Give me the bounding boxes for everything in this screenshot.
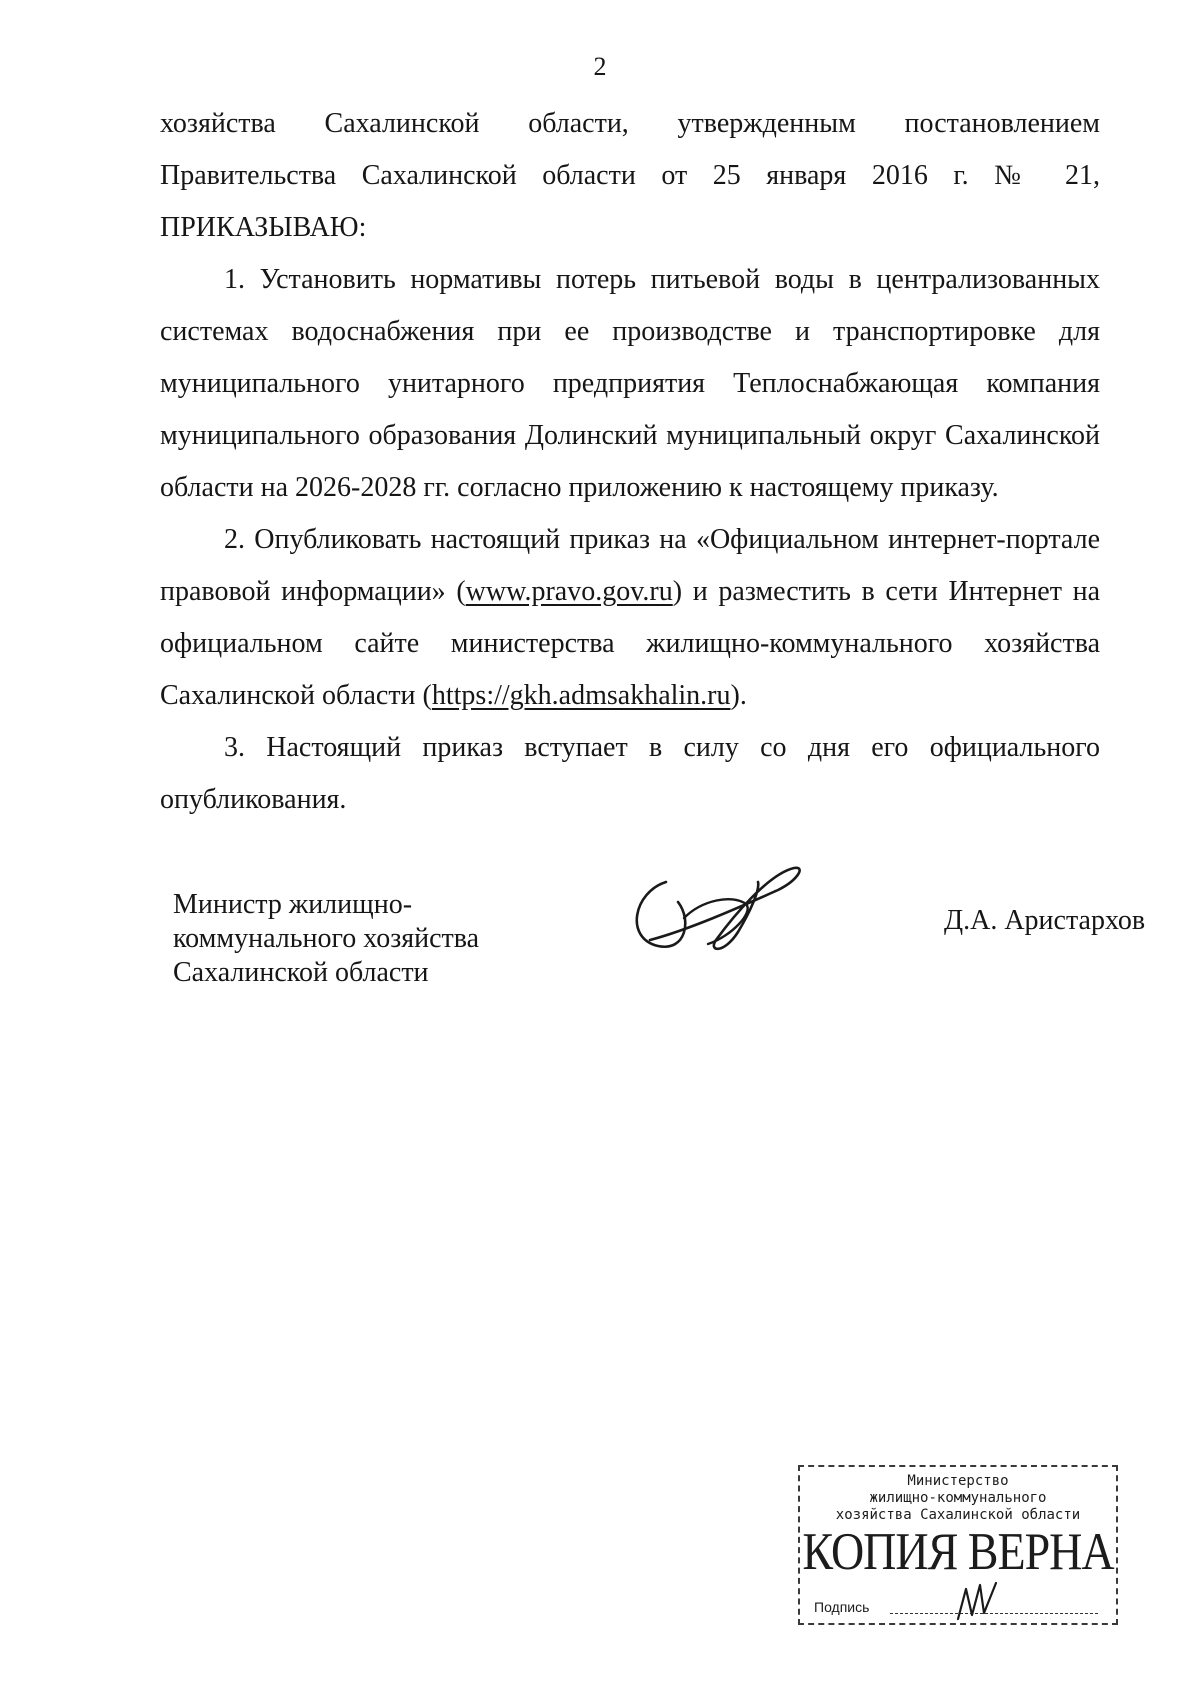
preamble-line-2: Правительства Сахалинской области от 25 января 2016 г. № 21, [160, 160, 1100, 191]
stamp-org-line-2: жилищно-коммунального [869, 1490, 1047, 1506]
item-3-line-1: 3. Настоящий приказ вступает в силу со дня его официального [224, 732, 1100, 763]
item-1-line-5: области на 2026-2028 гг. согласно приложению к настоящему приказу. [160, 472, 999, 503]
position-line-3: Сахалинской области [173, 957, 429, 988]
order-keyword: ПРИКАЗЫВАЮ: [160, 212, 367, 243]
item-2-line-4-start: Сахалинской области ( [160, 680, 432, 711]
item-2-line-3: официальном сайте министерства жилищно-коммунального хозяйства [160, 628, 1100, 659]
position-line-2: коммунального хозяйства [173, 923, 480, 954]
stamp-org-line-3: хозяйства Сахалинской области [835, 1507, 1081, 1523]
handwritten-signature [628, 860, 818, 960]
preamble-line-1: хозяйства Сахалинской области, утвержденным постановлением [160, 108, 1100, 139]
item-2-line-2 [160, 566, 1100, 618]
signer-name: Д.А. Аристархов [944, 905, 1146, 936]
signatory-position [173, 888, 479, 990]
stamp-org-line-1: Министерство [907, 1473, 1009, 1489]
stamp-title: КОПИЯ ВЕРНА [802, 1522, 1114, 1581]
item-2-line-2-start: правовой информации» ( [160, 576, 466, 607]
stamp-initials-signature [950, 1579, 1010, 1625]
page-number: 2 [593, 52, 607, 81]
pravo-link[interactable]: www.pravo.gov.ru [465, 576, 673, 607]
stamp-sign-label: Подпись [814, 1599, 870, 1615]
item-2-line-4 [160, 670, 1100, 722]
item-2-line-4-end: ). [730, 680, 747, 711]
order-body [160, 98, 1100, 826]
item-2-line-2-end: ) и разместить в сети Интернет на [672, 576, 1101, 607]
item-1-line-4: муниципального образования Долинский муниципальный округ Сахалинской [160, 420, 1100, 451]
item-1-line-1: 1. Установить нормативы потерь питьевой воды в централизованных [224, 264, 1100, 295]
item-1-line-3: муниципального унитарного предприятия Теплоснабжающая компания [160, 368, 1100, 399]
position-line-1: Министр жилищно- [173, 889, 413, 920]
gkh-link[interactable]: https://gkh.admsakhalin.ru [431, 680, 731, 711]
copy-certified-stamp [798, 1465, 1118, 1625]
item-2-line-1: 2. Опубликовать настоящий приказ на «Официальном интернет-портале [224, 524, 1100, 555]
item-1-line-2: системах водоснабжения при ее производстве и транспортировке для [160, 316, 1100, 347]
item-3-line-2: опубликования. [160, 784, 347, 815]
